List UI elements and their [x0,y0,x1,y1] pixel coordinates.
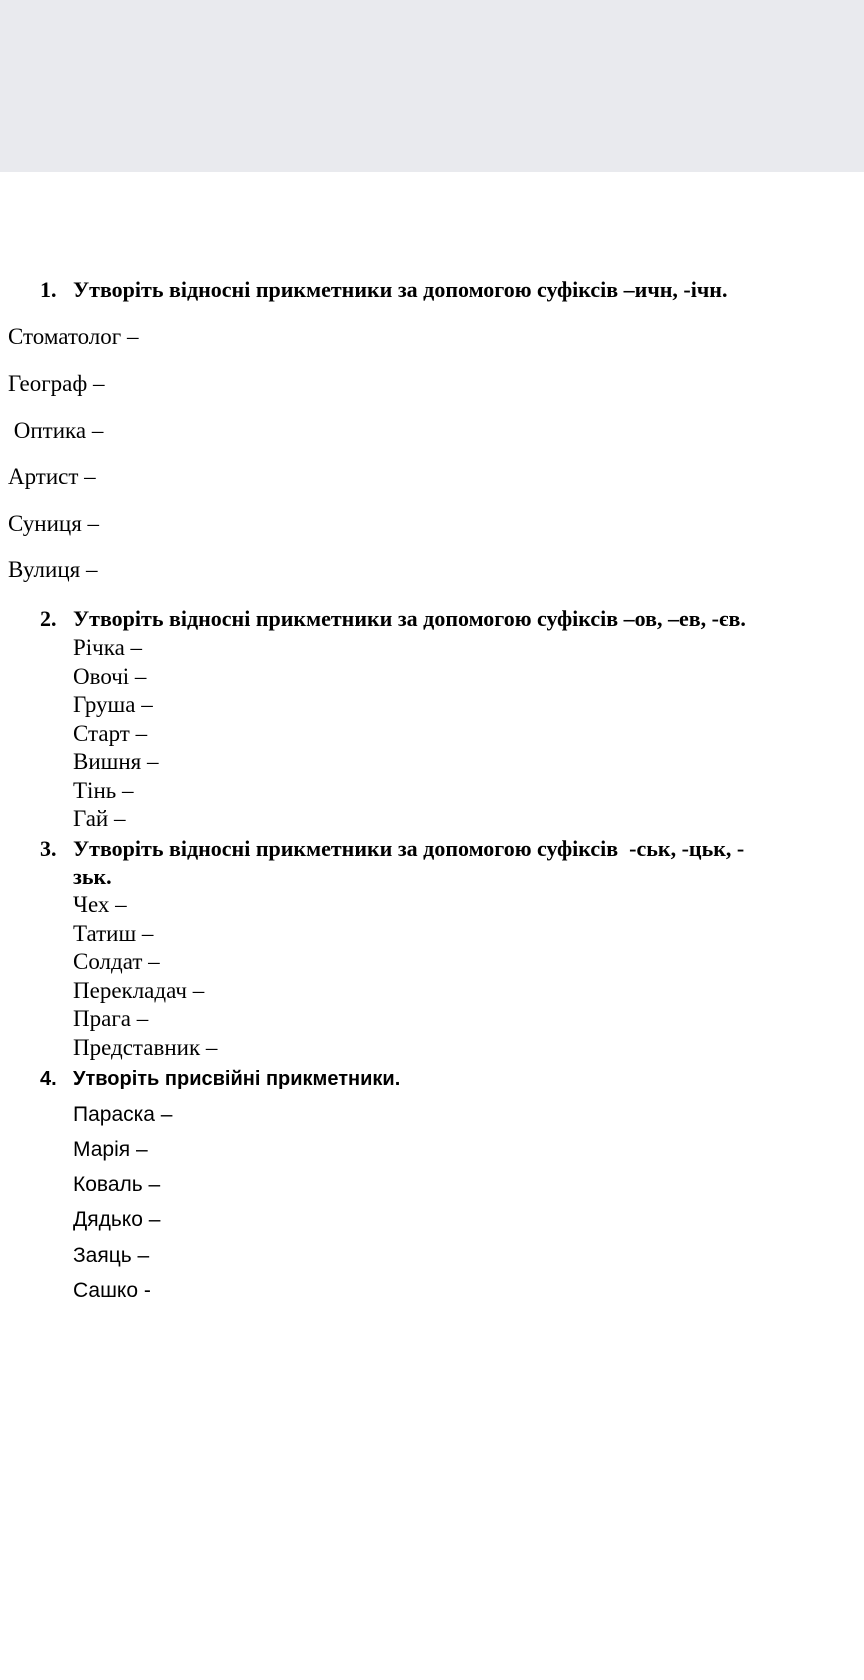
section-1-item: Вулиця – [8,557,98,582]
section-2-number: 2. [40,606,57,631]
section-4-item: Параска – [73,1103,173,1126]
section-3-item: Татиш – [73,921,154,946]
section-1-item: Стоматолог – [8,324,139,349]
section-1-item: Артист – [8,464,96,489]
section-1-item: Географ – [8,371,105,396]
section-4-item: Марія – [73,1138,148,1161]
section-3-number: 3. [40,836,57,861]
section-3-item: Чех – [73,892,127,917]
section-2-item: Груша – [73,692,153,717]
section-2-item: Старт – [73,721,148,746]
section-1-number: 1. [40,277,57,302]
section-2-item: Тінь – [73,778,134,803]
section-3-item: Перекладач – [73,978,205,1003]
section-4-item: Дядько – [73,1208,161,1231]
section-4-item: Заяць – [73,1244,150,1267]
section-2-item: Овочі – [73,664,147,689]
section-4-item: Коваль – [73,1173,161,1196]
section-2-item: Гай – [73,806,126,831]
section-3-item: Солдат – [73,949,160,974]
section-3-item: Представник – [73,1035,218,1060]
section-3-item: Прага – [73,1006,149,1031]
section-1-heading: Утворіть відносні прикметники за допомогою суфіксів –ичн, -ічн. [73,277,728,302]
section-4-number: 4. [40,1068,57,1090]
section-4-heading: Утворіть присвійні прикметники. [73,1068,401,1090]
section-2-heading: Утворіть відносні прикметники за допомогою суфіксів –ов, –ев, -єв. [73,606,746,631]
section-1-item: Суниця – [8,511,100,536]
section-4-item: Сашко - [73,1279,151,1302]
section-2-item: Річка – [73,635,143,660]
section-1-item: Оптика – [8,418,104,443]
section-3-heading-continued: зьк. [73,864,112,889]
section-3-heading: Утворіть відносні прикметники за допомогою суфіксів -ськ, -цьк, - [73,836,745,861]
section-2-item: Вишня – [73,749,159,774]
